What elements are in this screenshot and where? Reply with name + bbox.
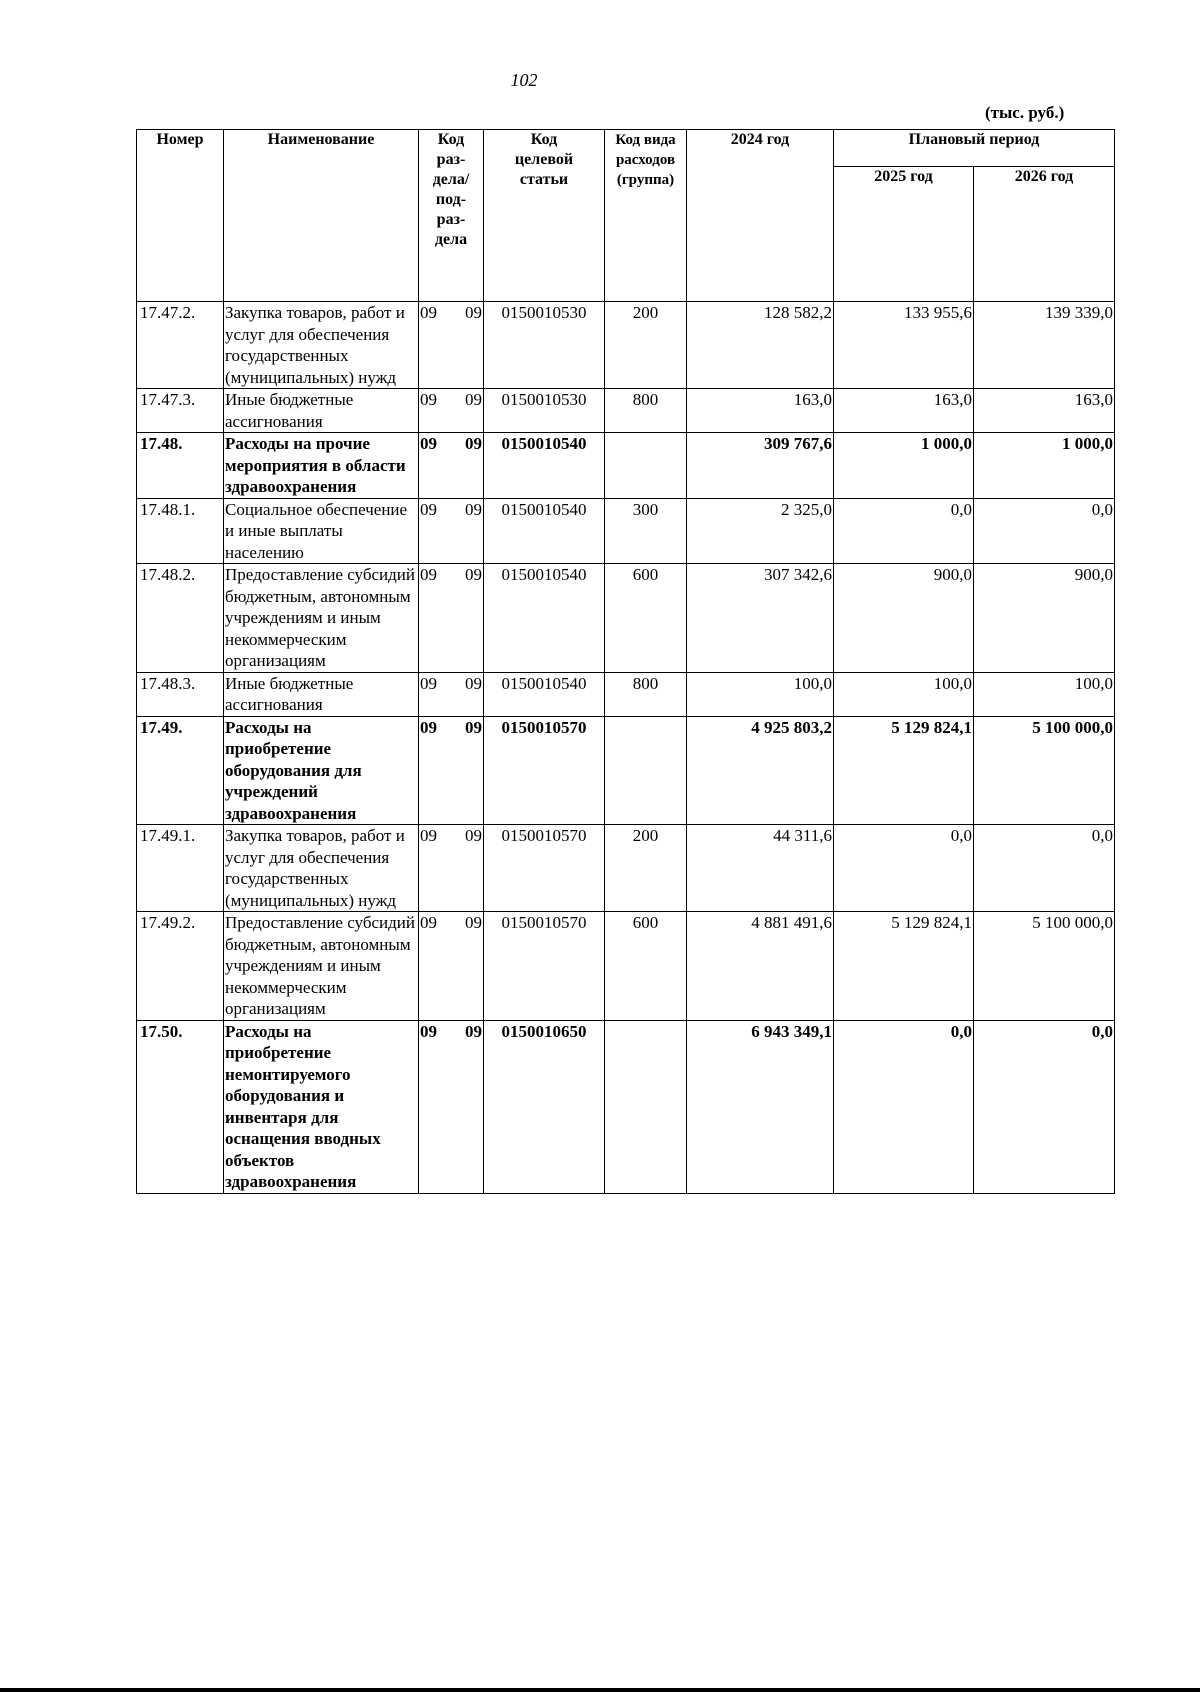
row-section-code [419, 912, 484, 1021]
section-code: 09 [420, 826, 437, 845]
row-value-2024: 163,0 [687, 389, 834, 433]
page-number: 102 [510, 70, 538, 90]
row-name: Иные бюджетные ассигнования [224, 672, 419, 716]
table-row [137, 716, 1115, 825]
row-name: Расходы на приобретение немонтируемого оборудования и инвентаря для оснащения вводных объектов здравоохранения [224, 1020, 419, 1193]
header-target-code: Код целевой статьи [484, 130, 605, 302]
row-value-2024: 128 582,2 [687, 302, 834, 389]
row-value-2025: 163,0 [834, 389, 974, 433]
table-header [137, 130, 1115, 302]
row-value-2025: 5 129 824,1 [834, 912, 974, 1021]
table-body [137, 302, 1115, 1194]
row-value-2024: 100,0 [687, 672, 834, 716]
row-value-2025: 0,0 [834, 825, 974, 912]
row-section-code [419, 825, 484, 912]
section-code: 09 [420, 434, 437, 453]
table-row [137, 825, 1115, 912]
header-2024: 2024 год [687, 130, 834, 302]
row-name: Предоставление субсидий бюджетным, автономным учреждениям и иным некоммерческим организациям [224, 564, 419, 673]
budget-table [136, 129, 1115, 1194]
row-target-code: 0150010540 [484, 672, 605, 716]
row-section-code [419, 1020, 484, 1193]
row-value-2026: 5 100 000,0 [974, 716, 1115, 825]
row-name: Расходы на прочие мероприятия в области здравоохранения [224, 433, 419, 499]
row-target-code: 0150010570 [484, 825, 605, 912]
row-expense-kind [605, 1020, 687, 1193]
row-value-2026: 5 100 000,0 [974, 912, 1115, 1021]
row-value-2024: 309 767,6 [687, 433, 834, 499]
row-value-2026: 1 000,0 [974, 433, 1115, 499]
page-bottom-border [0, 1688, 1200, 1692]
row-number: 17.49. [137, 716, 224, 825]
row-target-code: 0150010650 [484, 1020, 605, 1193]
row-target-code: 0150010570 [484, 716, 605, 825]
table-row [137, 1020, 1115, 1193]
section-code: 09 [420, 303, 437, 322]
row-expense-kind: 300 [605, 498, 687, 564]
subsection-code: 09 [465, 913, 482, 932]
row-name: Предоставление субсидий бюджетным, автономным учреждениям и иным некоммерческим организациям [224, 912, 419, 1021]
header-expense-kind: Код вида расходов (группа) [605, 130, 687, 302]
row-expense-kind: 600 [605, 912, 687, 1021]
subsection-code: 09 [465, 673, 482, 693]
row-number: 17.48.3. [137, 672, 224, 716]
row-value-2025: 133 955,6 [834, 302, 974, 389]
row-section-code [419, 564, 484, 673]
subsection-code: 09 [465, 1021, 482, 1041]
row-value-2025: 0,0 [834, 1020, 974, 1193]
row-expense-kind: 600 [605, 564, 687, 673]
table-row [137, 433, 1115, 499]
row-value-2026: 0,0 [974, 825, 1115, 912]
row-name: Закупка товаров, работ и услуг для обеспечения государственных (муниципальных) нужд [224, 302, 419, 389]
row-section-code [419, 672, 484, 716]
row-value-2025: 900,0 [834, 564, 974, 673]
row-number: 17.49.2. [137, 912, 224, 1021]
row-name: Расходы на приобретение оборудования для учреждений здравоохранения [224, 716, 419, 825]
header-number: Номер [137, 130, 224, 302]
subsection-code: 09 [465, 303, 482, 322]
row-value-2024: 4 881 491,6 [687, 912, 834, 1021]
row-section-code [419, 389, 484, 433]
row-target-code: 0150010530 [484, 389, 605, 433]
row-value-2024: 2 325,0 [687, 498, 834, 564]
row-expense-kind [605, 433, 687, 499]
row-value-2026: 900,0 [974, 564, 1115, 673]
row-expense-kind: 800 [605, 672, 687, 716]
row-value-2025: 100,0 [834, 672, 974, 716]
row-value-2025: 0,0 [834, 498, 974, 564]
row-value-2026: 100,0 [974, 672, 1115, 716]
row-expense-kind: 200 [605, 302, 687, 389]
row-value-2026: 0,0 [974, 1020, 1115, 1193]
subsection-code: 09 [465, 565, 482, 584]
row-number: 17.48.2. [137, 564, 224, 673]
row-number: 17.47.2. [137, 302, 224, 389]
row-number: 17.47.3. [137, 389, 224, 433]
row-expense-kind: 800 [605, 389, 687, 433]
row-number: 17.49.1. [137, 825, 224, 912]
row-value-2026: 163,0 [974, 389, 1115, 433]
section-code: 09 [420, 565, 437, 584]
section-code: 09 [420, 499, 437, 519]
subsection-code: 09 [465, 826, 482, 845]
row-value-2025: 5 129 824,1 [834, 716, 974, 825]
row-number: 17.50. [137, 1020, 224, 1193]
section-code: 09 [420, 390, 437, 409]
subsection-code: 09 [465, 717, 482, 737]
row-section-code [419, 433, 484, 499]
section-code: 09 [420, 717, 437, 737]
row-value-2026: 0,0 [974, 498, 1115, 564]
row-value-2024: 307 342,6 [687, 564, 834, 673]
subsection-code: 09 [465, 499, 482, 519]
row-number: 17.48.1. [137, 498, 224, 564]
row-name: Иные бюджетные ассигнования [224, 389, 419, 433]
header-2026: 2026 год [974, 167, 1115, 302]
row-value-2024: 44 311,6 [687, 825, 834, 912]
row-section-code [419, 302, 484, 389]
table-row [137, 912, 1115, 1021]
row-name: Закупка товаров, работ и услуг для обеспечения государственных (муниципальных) нужд [224, 825, 419, 912]
section-code: 09 [420, 1021, 437, 1041]
header-section-code: Код раз- дела/ под- раз- дела [419, 130, 484, 302]
row-expense-kind [605, 716, 687, 825]
row-value-2024: 4 925 803,2 [687, 716, 834, 825]
subsection-code: 09 [465, 434, 482, 453]
row-value-2024: 6 943 349,1 [687, 1020, 834, 1193]
table-row [137, 498, 1115, 564]
row-value-2025: 1 000,0 [834, 433, 974, 499]
row-target-code: 0150010540 [484, 498, 605, 564]
row-target-code: 0150010540 [484, 433, 605, 499]
row-value-2026: 139 339,0 [974, 302, 1115, 389]
table-row [137, 672, 1115, 716]
row-number: 17.48. [137, 433, 224, 499]
row-target-code: 0150010540 [484, 564, 605, 673]
row-target-code: 0150010530 [484, 302, 605, 389]
header-2025: 2025 год [834, 167, 974, 302]
units-label: (тыс. руб.) [985, 103, 1065, 122]
row-expense-kind: 200 [605, 825, 687, 912]
table-row [137, 389, 1115, 433]
table-row [137, 564, 1115, 673]
subsection-code: 09 [465, 390, 482, 409]
section-code: 09 [420, 673, 437, 693]
row-section-code [419, 716, 484, 825]
section-code: 09 [420, 913, 437, 932]
row-section-code [419, 498, 484, 564]
row-name: Социальное обеспечение и иные выплаты населению [224, 498, 419, 564]
header-name: Наименование [224, 130, 419, 302]
header-planned-period: Плановый период [834, 130, 1115, 167]
row-target-code: 0150010570 [484, 912, 605, 1021]
table-row [137, 302, 1115, 389]
